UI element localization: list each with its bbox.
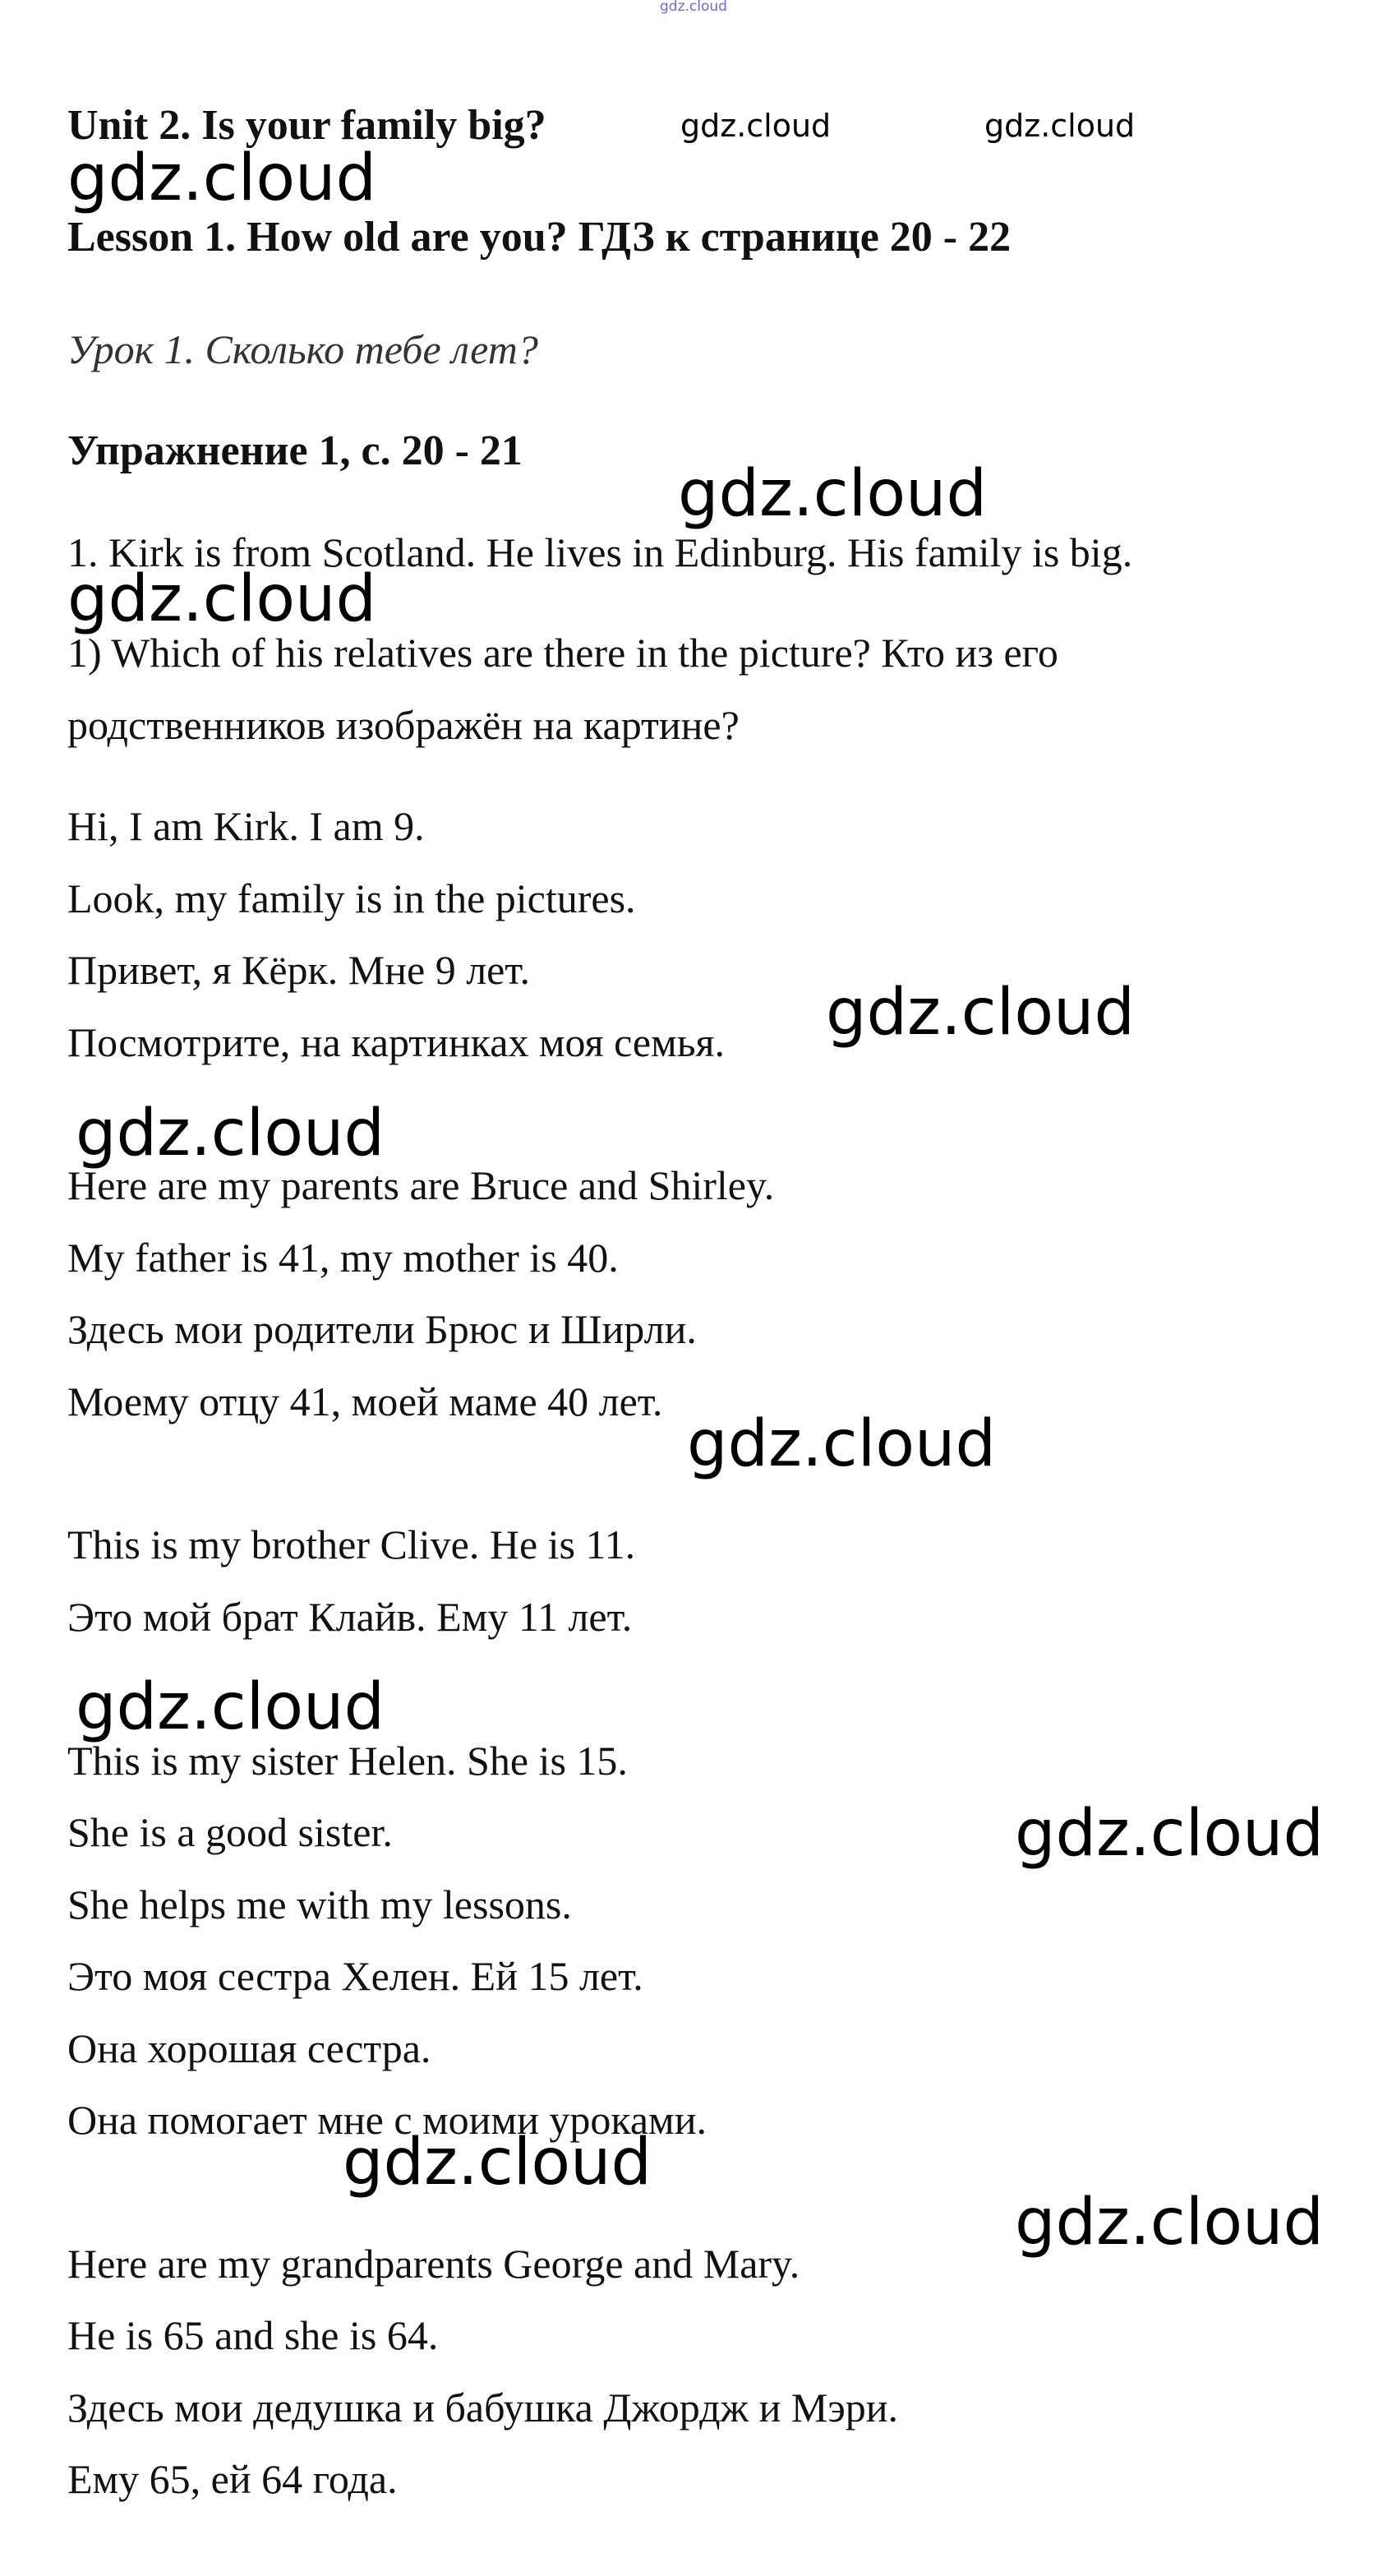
text-line: Это мой брат Клайв. Ему 11 лет.	[67, 1594, 633, 1640]
watermark: gdz.cloud	[76, 1670, 385, 1744]
text-line: Look, my family is in the pictures.	[67, 875, 636, 921]
watermark: gdz.cloud	[678, 457, 987, 531]
text-line: Ему 65, ей 64 года.	[67, 2456, 398, 2502]
text-line: This is my brother Clive. He is 11.	[67, 1521, 636, 1567]
text-line: This is my sister Helen. She is 15.	[67, 1738, 628, 1784]
watermark: gdz.cloud	[67, 141, 376, 215]
text-line: Она хорошая сестра.	[67, 2025, 431, 2071]
watermark: gdz.cloud	[1015, 2186, 1324, 2260]
text-line: Это моя сестра Хелен. Ей 15 лет.	[67, 1953, 643, 1999]
text-line: Моему отцу 41, моей маме 40 лет.	[67, 1378, 663, 1424]
text-line: Здесь мои родители Брюс и Ширли.	[67, 1306, 697, 1352]
text-line: Посмотрите, на картинках моя семья.	[67, 1019, 726, 1065]
watermark: gdz.cloud	[343, 2126, 652, 2200]
watermark: gdz.cloud	[687, 1407, 996, 1481]
text-line: Она помогает мне с моими уроками.	[67, 2097, 707, 2143]
text-line: He is 65 and she is 64.	[67, 2312, 439, 2358]
unit-title: Unit 2. Is your family big?	[67, 102, 546, 149]
text-line: Здесь мои дедушка и бабушка Джордж и Мэри.	[67, 2384, 899, 2431]
lesson-title: Lesson 1. How old are you? ГДЗ к странице 20 - 22	[67, 214, 1012, 261]
text-line: Here are my parents are Bruce and Shirley.	[67, 1162, 775, 1208]
lesson-subtitle: Урок 1. Сколько тебе лет?	[67, 326, 538, 372]
task-intro: 1. Kirk is from Scotland. He lives in Edinburg. His family is big.	[67, 529, 1133, 575]
exercise-heading: Упражнение 1, с. 20 - 21	[67, 427, 523, 474]
text-line: My father is 41, my mother is 40.	[67, 1235, 619, 1281]
text-line: Here are my grandparents George and Mary.	[67, 2241, 800, 2287]
watermark: gdz.cloud	[1015, 1797, 1324, 1871]
text-line: She helps me with my lessons.	[67, 1881, 572, 1927]
text-line: Hi, I am Kirk. I am 9.	[67, 803, 425, 849]
watermark: gdz.cloud	[680, 108, 832, 144]
text-line: Привет, я Кёрк. Мне 9 лет.	[67, 947, 530, 993]
watermark: gdz.cloud	[984, 108, 1136, 144]
question-line: 1) Which of his relatives are there in the picture? Кто из его	[67, 630, 1058, 676]
question-line: родственников изображён на картине?	[67, 702, 740, 748]
text-line: She is a good sister.	[67, 1809, 393, 1855]
top-watermark: gdz.cloud	[660, 0, 727, 15]
watermark: gdz.cloud	[76, 1096, 385, 1170]
watermark: gdz.cloud	[826, 976, 1135, 1050]
watermark: gdz.cloud	[67, 562, 376, 636]
